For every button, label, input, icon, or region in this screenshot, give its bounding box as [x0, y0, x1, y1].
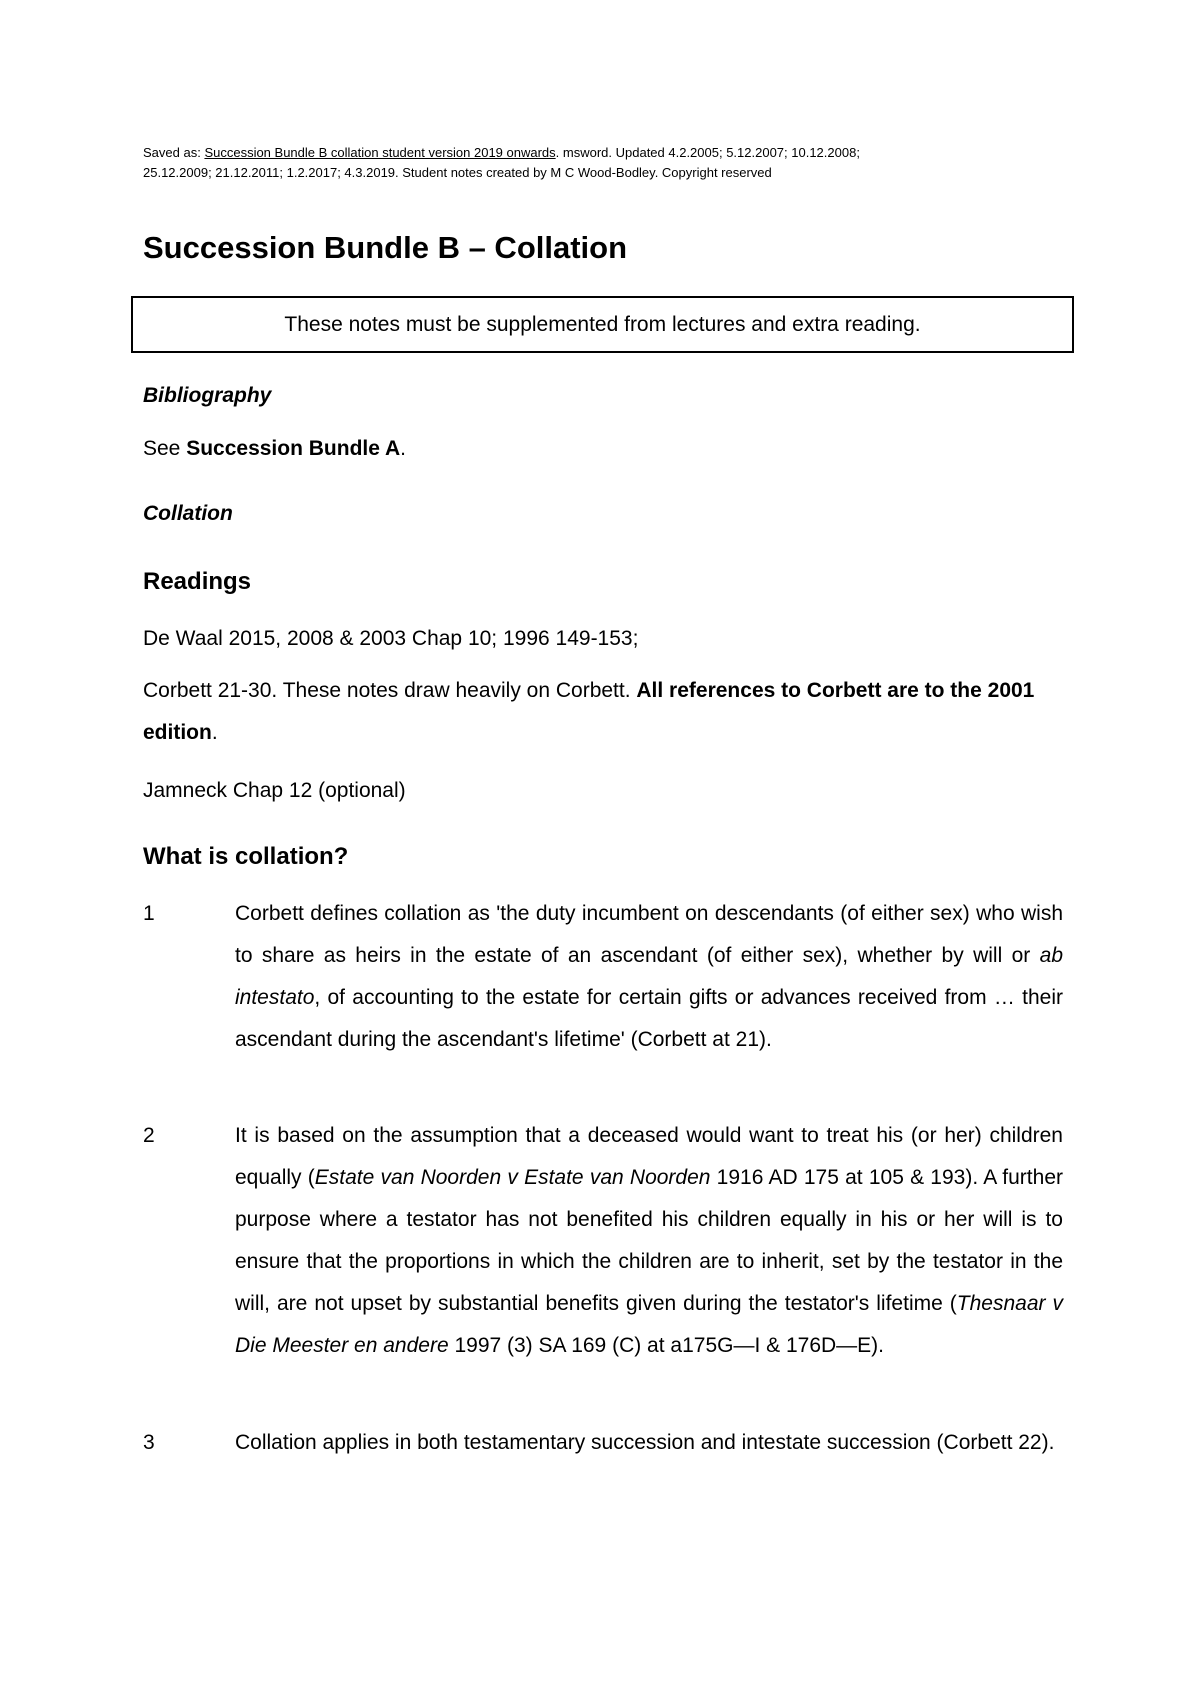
- reading-jamneck: Jamneck Chap 12 (optional): [143, 779, 406, 802]
- saved-as-label: Saved as:: [143, 145, 205, 160]
- bundle-a-reference: Succession Bundle A: [186, 437, 401, 460]
- what-is-collation-heading: What is collation?: [143, 843, 349, 870]
- collation-heading: Collation: [143, 502, 233, 525]
- paragraph-number: 2: [143, 1124, 155, 1147]
- case-citation: Thesnaar v Die Meester en andere: [235, 1292, 1063, 1357]
- reading-de-waal: De Waal 2015, 2008 & 2003 Chap 10; 1996 149-153;: [143, 627, 639, 650]
- bibliography-reference: See Succession Bundle A.: [143, 437, 406, 460]
- file-name-link[interactable]: Succession Bundle B collation student version 2019 onwards: [204, 145, 556, 160]
- case-citation: Estate van Noorden v Estate van Noorden: [314, 1166, 711, 1189]
- paragraph-number: 3: [143, 1431, 155, 1454]
- paragraph-text: Collation applies in both testamentary succession and intestate succession (Corbett 22).: [235, 1431, 1055, 1454]
- bibliography-heading: Bibliography: [143, 384, 272, 407]
- reading-corbett: Corbett 21-30. These notes draw heavily on Corbett. All references to Corbett are to the 2001 edition.: [143, 679, 1035, 744]
- update-history: . msword. Updated 4.2.2005; 5.12.2007; 10.12.2008;: [555, 145, 860, 160]
- paragraph-text: Corbett defines collation as 'the duty incumbent on descendants (of either sex) who wish to share as heirs in the estate of an ascendant (of either sex), whether by will or ab intestato, of accounting to the estate for certain gifts or advances received from … their ascendant during the ascendant's lifetime' (Corbett at 21).: [235, 902, 1063, 1051]
- corbett-edition-note: All references to Corbett are to the 2001 edition: [143, 679, 1035, 744]
- paragraph-number: 1: [143, 902, 155, 925]
- update-history-line2: 25.12.2009; 21.12.2011; 1.2.2017; 4.3.2019. Student notes created by M C Wood-Bodley. Copyright reserved: [143, 165, 772, 180]
- readings-heading: Readings: [143, 568, 252, 595]
- file-header: [143, 143, 1063, 183]
- notice-box: These notes must be supplemented from lectures and extra reading.: [131, 296, 1074, 353]
- page-title: Succession Bundle B – Collation: [143, 230, 628, 265]
- paragraph-text: It is based on the assumption that a deceased would want to treat his (or her) children equally (Estate van Noorden v Estate van Noorden 1916 AD 175 at 105 & 193). A further purpose where a testator has not benefited his children equally in his or her will is to ensure that the proportions in which the children are to inherit, set by the testator in the will, are not upset by substantial benefits given during the testator's lifetime (Thesnaar v Die Meester en andere 1997 (3) SA 169 (C) at a175G—I & 176D—E).: [235, 1124, 1063, 1357]
